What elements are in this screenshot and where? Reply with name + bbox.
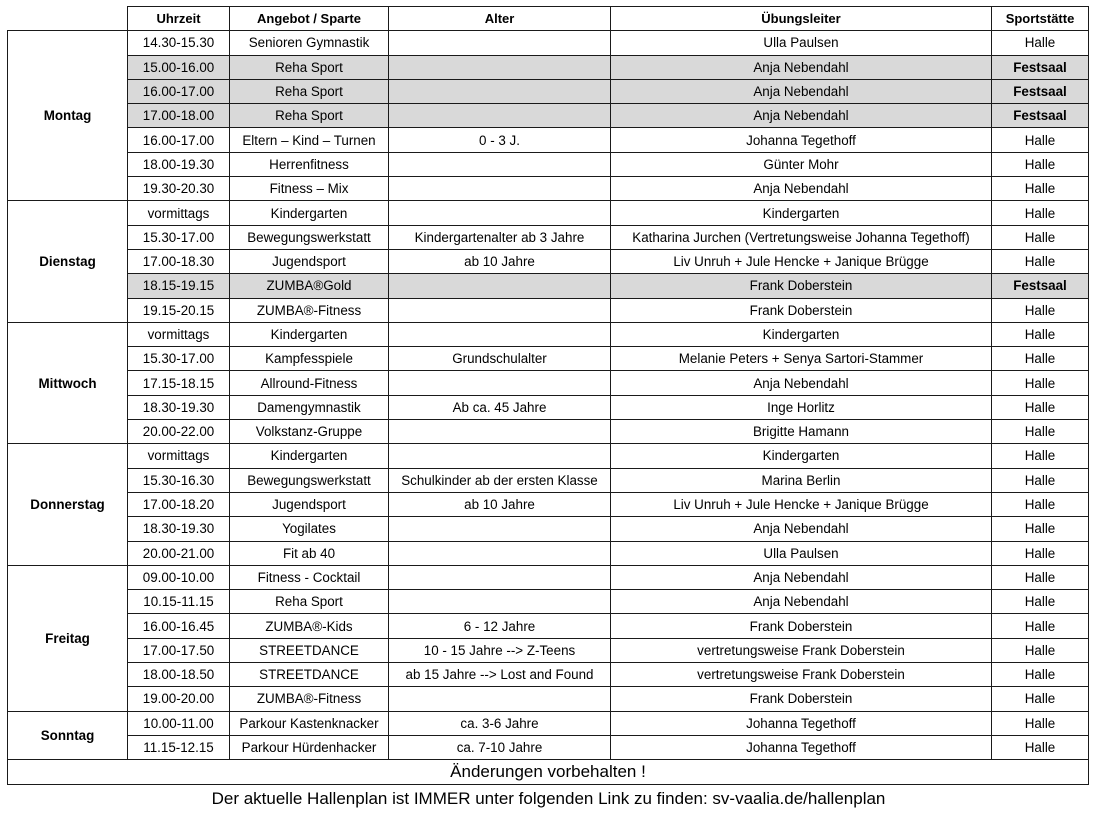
table-row: [8, 371, 1089, 395]
time-cell: 17.15-18.15: [128, 371, 230, 395]
table-row: [8, 565, 1089, 589]
age-cell: [389, 201, 611, 225]
offer-cell: Kampfesspiele: [230, 347, 389, 371]
leader-cell: Frank Doberstein: [611, 614, 992, 638]
table-row: [8, 249, 1089, 273]
schedule-table: [7, 6, 1089, 785]
leader-cell: Anja Nebendahl: [611, 104, 992, 128]
offer-cell: STREETDANCE: [230, 663, 389, 687]
table-row: [8, 55, 1089, 79]
age-cell: [389, 687, 611, 711]
header-blank: [8, 7, 128, 31]
offer-cell: Herrenfitness: [230, 152, 389, 176]
leader-cell: Marina Berlin: [611, 468, 992, 492]
time-cell: 18.30-19.30: [128, 517, 230, 541]
header-offer: Angebot / Sparte: [230, 7, 389, 31]
venue-cell: Halle: [992, 201, 1089, 225]
leader-cell: Inge Horlitz: [611, 395, 992, 419]
time-cell: 20.00-22.00: [128, 420, 230, 444]
venue-cell: Halle: [992, 31, 1089, 55]
offer-cell: Kindergarten: [230, 322, 389, 346]
leader-cell: Günter Mohr: [611, 152, 992, 176]
hallenplan-link-text: Der aktuelle Hallenplan ist IMMER unter folgenden Link zu finden: sv-vaalia.de/hallenplan: [211, 789, 886, 808]
venue-cell: Halle: [992, 371, 1089, 395]
table-row: [8, 31, 1089, 55]
table-row: [8, 492, 1089, 516]
table-row: [8, 201, 1089, 225]
venue-cell: Halle: [992, 492, 1089, 516]
age-cell: Kindergartenalter ab 3 Jahre: [389, 225, 611, 249]
table-row: [8, 663, 1089, 687]
time-cell: 18.15-19.15: [128, 274, 230, 298]
table-row: [8, 79, 1089, 103]
venue-cell: Halle: [992, 711, 1089, 735]
venue-cell: Halle: [992, 565, 1089, 589]
age-cell: 10 - 15 Jahre --> Z-Teens: [389, 638, 611, 662]
table-row: [8, 468, 1089, 492]
age-cell: 6 - 12 Jahre: [389, 614, 611, 638]
age-cell: Schulkinder ab der ersten Klasse: [389, 468, 611, 492]
table-row: [8, 444, 1089, 468]
venue-cell: Halle: [992, 395, 1089, 419]
offer-cell: Reha Sport: [230, 590, 389, 614]
time-cell: 19.00-20.00: [128, 687, 230, 711]
age-cell: [389, 79, 611, 103]
age-cell: [389, 31, 611, 55]
age-cell: [389, 444, 611, 468]
time-cell: 15.30-17.00: [128, 225, 230, 249]
time-cell: 15.30-17.00: [128, 347, 230, 371]
table-row: [8, 517, 1089, 541]
time-cell: 10.00-11.00: [128, 711, 230, 735]
offer-cell: Senioren Gymnastik: [230, 31, 389, 55]
offer-cell: Damengymnastik: [230, 395, 389, 419]
offer-cell: Fitness - Cocktail: [230, 565, 389, 589]
venue-cell: Halle: [992, 152, 1089, 176]
offer-cell: Reha Sport: [230, 55, 389, 79]
age-cell: ab 15 Jahre --> Lost and Found: [389, 663, 611, 687]
venue-cell: Festsaal: [992, 55, 1089, 79]
header-venue: Sportstätte: [992, 7, 1089, 31]
age-cell: [389, 104, 611, 128]
leader-cell: Frank Doberstein: [611, 687, 992, 711]
table-row: [8, 298, 1089, 322]
leader-cell: Anja Nebendahl: [611, 371, 992, 395]
table-row: [8, 274, 1089, 298]
time-cell: 18.30-19.30: [128, 395, 230, 419]
offer-cell: Allround-Fitness: [230, 371, 389, 395]
time-cell: 14.30-15.30: [128, 31, 230, 55]
table-row: [8, 395, 1089, 419]
schedule-container: [7, 6, 1089, 785]
day-label: Mittwoch: [8, 322, 128, 443]
notice-row: [8, 760, 1089, 784]
table-row: [8, 177, 1089, 201]
age-cell: [389, 298, 611, 322]
time-cell: 11.15-12.15: [128, 735, 230, 759]
day-label: Sonntag: [8, 711, 128, 760]
time-cell: 15.00-16.00: [128, 55, 230, 79]
time-cell: 17.00-18.00: [128, 104, 230, 128]
age-cell: [389, 274, 611, 298]
offer-cell: ZUMBA®-Kids: [230, 614, 389, 638]
table-row: [8, 614, 1089, 638]
venue-cell: Halle: [992, 177, 1089, 201]
offer-cell: Eltern – Kind – Turnen: [230, 128, 389, 152]
table-row: [8, 128, 1089, 152]
leader-cell: Anja Nebendahl: [611, 177, 992, 201]
age-cell: [389, 152, 611, 176]
time-cell: 16.00-16.45: [128, 614, 230, 638]
age-cell: [389, 517, 611, 541]
venue-cell: Halle: [992, 249, 1089, 273]
leader-cell: Johanna Tegethoff: [611, 711, 992, 735]
leader-cell: Brigitte Hamann: [611, 420, 992, 444]
venue-cell: Festsaal: [992, 274, 1089, 298]
time-cell: 19.30-20.30: [128, 177, 230, 201]
age-cell: ca. 7-10 Jahre: [389, 735, 611, 759]
leader-cell: Kindergarten: [611, 322, 992, 346]
venue-cell: Halle: [992, 444, 1089, 468]
offer-cell: Kindergarten: [230, 444, 389, 468]
time-cell: 17.00-18.30: [128, 249, 230, 273]
time-cell: 17.00-17.50: [128, 638, 230, 662]
time-cell: 19.15-20.15: [128, 298, 230, 322]
venue-cell: Halle: [992, 420, 1089, 444]
offer-cell: ZUMBA®-Fitness: [230, 687, 389, 711]
table-row: [8, 735, 1089, 759]
table-row: [8, 322, 1089, 346]
age-cell: [389, 177, 611, 201]
time-cell: vormittags: [128, 444, 230, 468]
venue-cell: Halle: [992, 614, 1089, 638]
age-cell: [389, 55, 611, 79]
time-cell: 18.00-18.50: [128, 663, 230, 687]
offer-cell: Parkour Hürdenhacker: [230, 735, 389, 759]
age-cell: Ab ca. 45 Jahre: [389, 395, 611, 419]
time-cell: vormittags: [128, 322, 230, 346]
age-cell: [389, 322, 611, 346]
leader-cell: Liv Unruh + Jule Hencke + Janique Brügge: [611, 249, 992, 273]
leader-cell: Anja Nebendahl: [611, 79, 992, 103]
table-row: [8, 225, 1089, 249]
table-row: [8, 711, 1089, 735]
offer-cell: ZUMBA®Gold: [230, 274, 389, 298]
age-cell: [389, 565, 611, 589]
venue-cell: Halle: [992, 638, 1089, 662]
day-label: Donnerstag: [8, 444, 128, 565]
age-cell: [389, 420, 611, 444]
venue-cell: Halle: [992, 128, 1089, 152]
venue-cell: Halle: [992, 517, 1089, 541]
time-cell: 18.00-19.30: [128, 152, 230, 176]
leader-cell: vertretungsweise Frank Doberstein: [611, 638, 992, 662]
time-cell: 16.00-17.00: [128, 79, 230, 103]
offer-cell: Parkour Kastenknacker: [230, 711, 389, 735]
time-cell: 17.00-18.20: [128, 492, 230, 516]
venue-cell: Halle: [992, 468, 1089, 492]
leader-cell: Frank Doberstein: [611, 298, 992, 322]
leader-cell: Johanna Tegethoff: [611, 735, 992, 759]
offer-cell: Bewegungswerkstatt: [230, 468, 389, 492]
venue-cell: Festsaal: [992, 79, 1089, 103]
venue-cell: Halle: [992, 298, 1089, 322]
leader-cell: Johanna Tegethoff: [611, 128, 992, 152]
venue-cell: Halle: [992, 541, 1089, 565]
schedule-body: [8, 31, 1089, 760]
offer-cell: Yogilates: [230, 517, 389, 541]
time-cell: 15.30-16.30: [128, 468, 230, 492]
time-cell: vormittags: [128, 201, 230, 225]
offer-cell: Jugendsport: [230, 249, 389, 273]
age-cell: ab 10 Jahre: [389, 249, 611, 273]
venue-cell: Halle: [992, 590, 1089, 614]
offer-cell: Fitness – Mix: [230, 177, 389, 201]
leader-cell: Frank Doberstein: [611, 274, 992, 298]
age-cell: [389, 541, 611, 565]
table-row: [8, 638, 1089, 662]
age-cell: [389, 371, 611, 395]
header-time: Uhrzeit: [128, 7, 230, 31]
leader-cell: Kindergarten: [611, 201, 992, 225]
venue-cell: Halle: [992, 735, 1089, 759]
offer-cell: STREETDANCE: [230, 638, 389, 662]
leader-cell: Anja Nebendahl: [611, 565, 992, 589]
table-row: [8, 541, 1089, 565]
header-leader: Übungsleiter: [611, 7, 992, 31]
header-age: Alter: [389, 7, 611, 31]
changes-notice: Änderungen vorbehalten !: [8, 760, 1089, 784]
offer-cell: Bewegungswerkstatt: [230, 225, 389, 249]
leader-cell: Melanie Peters + Senya Sartori-Stammer: [611, 347, 992, 371]
time-cell: 20.00-21.00: [128, 541, 230, 565]
leader-cell: vertretungsweise Frank Doberstein: [611, 663, 992, 687]
offer-cell: Reha Sport: [230, 79, 389, 103]
offer-cell: Kindergarten: [230, 201, 389, 225]
venue-cell: Festsaal: [992, 104, 1089, 128]
day-label: Freitag: [8, 565, 128, 711]
venue-cell: Halle: [992, 663, 1089, 687]
table-row: [8, 347, 1089, 371]
table-row: [8, 687, 1089, 711]
leader-cell: Ulla Paulsen: [611, 31, 992, 55]
day-label: Montag: [8, 31, 128, 201]
leader-cell: Katharina Jurchen (Vertretungsweise Johanna Tegethoff): [611, 225, 992, 249]
table-row: [8, 590, 1089, 614]
age-cell: 0 - 3 J.: [389, 128, 611, 152]
leader-cell: Ulla Paulsen: [611, 541, 992, 565]
offer-cell: Fit ab 40: [230, 541, 389, 565]
time-cell: 10.15-11.15: [128, 590, 230, 614]
offer-cell: Reha Sport: [230, 104, 389, 128]
table-row: [8, 420, 1089, 444]
age-cell: Grundschulalter: [389, 347, 611, 371]
offer-cell: Jugendsport: [230, 492, 389, 516]
leader-cell: Anja Nebendahl: [611, 517, 992, 541]
leader-cell: Anja Nebendahl: [611, 55, 992, 79]
time-cell: 09.00-10.00: [128, 565, 230, 589]
table-row: [8, 152, 1089, 176]
age-cell: [389, 590, 611, 614]
time-cell: 16.00-17.00: [128, 128, 230, 152]
venue-cell: Halle: [992, 225, 1089, 249]
age-cell: ca. 3-6 Jahre: [389, 711, 611, 735]
venue-cell: Halle: [992, 687, 1089, 711]
day-label: Dienstag: [8, 201, 128, 322]
leader-cell: Kindergarten: [611, 444, 992, 468]
leader-cell: Liv Unruh + Jule Hencke + Janique Brügge: [611, 492, 992, 516]
header-row: [8, 7, 1089, 31]
age-cell: ab 10 Jahre: [389, 492, 611, 516]
offer-cell: ZUMBA®-Fitness: [230, 298, 389, 322]
offer-cell: Volkstanz-Gruppe: [230, 420, 389, 444]
venue-cell: Halle: [992, 322, 1089, 346]
leader-cell: Anja Nebendahl: [611, 590, 992, 614]
table-row: [8, 104, 1089, 128]
venue-cell: Halle: [992, 347, 1089, 371]
